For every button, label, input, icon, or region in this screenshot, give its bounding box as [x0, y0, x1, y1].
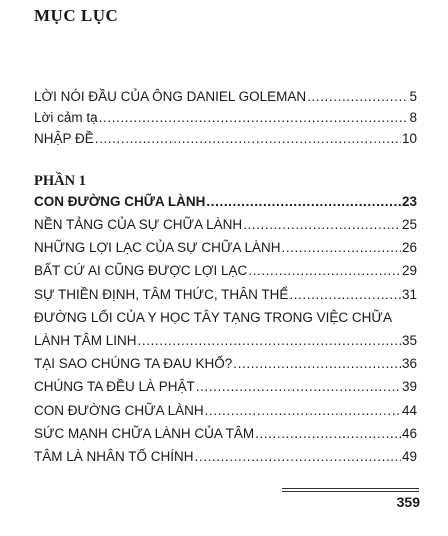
toc-entry-title: LÀNH TÂM LINH: [34, 333, 137, 348]
toc-entry-title: NHỮNG LỢI LẠC CỦA SỰ CHỮA LÀNH: [34, 240, 281, 255]
toc-entry-title: CHÚNG TA ĐỀU LÀ PHẬT: [34, 379, 195, 394]
toc-entry-page: 44: [401, 403, 417, 418]
toc-entry-foreword: [34, 89, 417, 105]
footer-rule: [282, 488, 419, 489]
toc-entry: [34, 449, 417, 465]
toc-entry-introduction: [34, 131, 417, 147]
dot-leader: [196, 379, 401, 395]
toc-entry-title: BẤT CỨ AI CŨNG ĐƯỢC LỢI LẠC: [34, 263, 248, 278]
dot-leader: [99, 110, 409, 126]
toc-entry-page: 36: [401, 356, 417, 371]
toc-entry: [34, 240, 417, 256]
dot-leader: [206, 194, 401, 210]
toc-entry-page: 10: [401, 131, 417, 146]
toc-entry-chapter: [34, 194, 417, 210]
toc-entry-title: Lời cảm tạ: [34, 110, 98, 125]
toc-entry-title: LỜI NÓI ĐẦU CỦA ÔNG DANIEL GOLEMAN: [34, 89, 307, 104]
dot-leader: [138, 333, 401, 349]
dot-leader: [289, 287, 401, 303]
toc-entry: [34, 287, 417, 303]
toc-entry-page: 23: [401, 194, 417, 209]
toc-entry-page: 25: [401, 217, 417, 232]
toc-entry: [34, 217, 417, 233]
dot-leader: [243, 217, 401, 233]
dot-leader: [307, 89, 408, 105]
toc-entry-title: NHẬP ĐỀ: [34, 131, 94, 146]
page-number: 359: [396, 494, 420, 510]
toc-entry-title: CON ĐƯỜNG CHỮA LÀNH: [34, 403, 204, 418]
toc-entry: [34, 263, 417, 279]
toc-entry-page: 46: [401, 426, 417, 441]
footer-rule: [282, 491, 419, 492]
toc-entry-title: CON ĐƯỜNG CHỮA LÀNH: [34, 194, 206, 209]
toc-entry-page: 35: [401, 333, 417, 348]
toc-entry: [34, 333, 417, 349]
toc-entry-title: NỀN TẢNG CỦA SỰ CHỮA LÀNH: [34, 217, 243, 232]
toc-entry-title: SỨC MẠNH CHỮA LÀNH CỦA TÂM: [34, 426, 255, 441]
toc-entry-page: 39: [401, 379, 417, 394]
toc-entry-title: TÂM LÀ NHÂN TỐ CHÍNH: [34, 449, 194, 464]
dot-leader: [95, 131, 401, 147]
toc-entry-page: 29: [401, 263, 417, 278]
dot-leader: [281, 240, 401, 256]
toc-entry-page: 26: [401, 240, 417, 255]
toc-entry-page: 8: [409, 110, 417, 125]
toc-entry-title-line: ĐƯỜNG LỐI CỦA Y HỌC TÂY TẠNG TRONG VIỆC CHỮA: [34, 310, 392, 325]
toc-entry-page: 5: [409, 89, 417, 104]
part-label: PHẦN 1: [34, 173, 86, 189]
toc-entry: [34, 403, 417, 419]
toc-entry: [34, 379, 417, 395]
toc-entry: [34, 426, 417, 442]
toc-entry: [34, 356, 417, 372]
dot-leader: [255, 426, 401, 442]
toc-entry-acknowledgements: [34, 110, 417, 126]
toc-entry-page: 31: [401, 287, 417, 302]
dot-leader: [195, 449, 401, 465]
toc-entry-title: SỰ THIỀN ĐỊNH, TÂM THỨC, THÂN THỂ: [34, 287, 289, 302]
dot-leader: [205, 403, 401, 419]
toc-entry-title: TẠI SAO CHÚNG TA ĐAU KHỔ?: [34, 356, 233, 371]
dot-leader: [248, 263, 401, 279]
dot-leader: [233, 356, 401, 372]
toc-entry-page: 49: [401, 449, 417, 464]
page-title: MỤC LỤC: [34, 6, 119, 25]
